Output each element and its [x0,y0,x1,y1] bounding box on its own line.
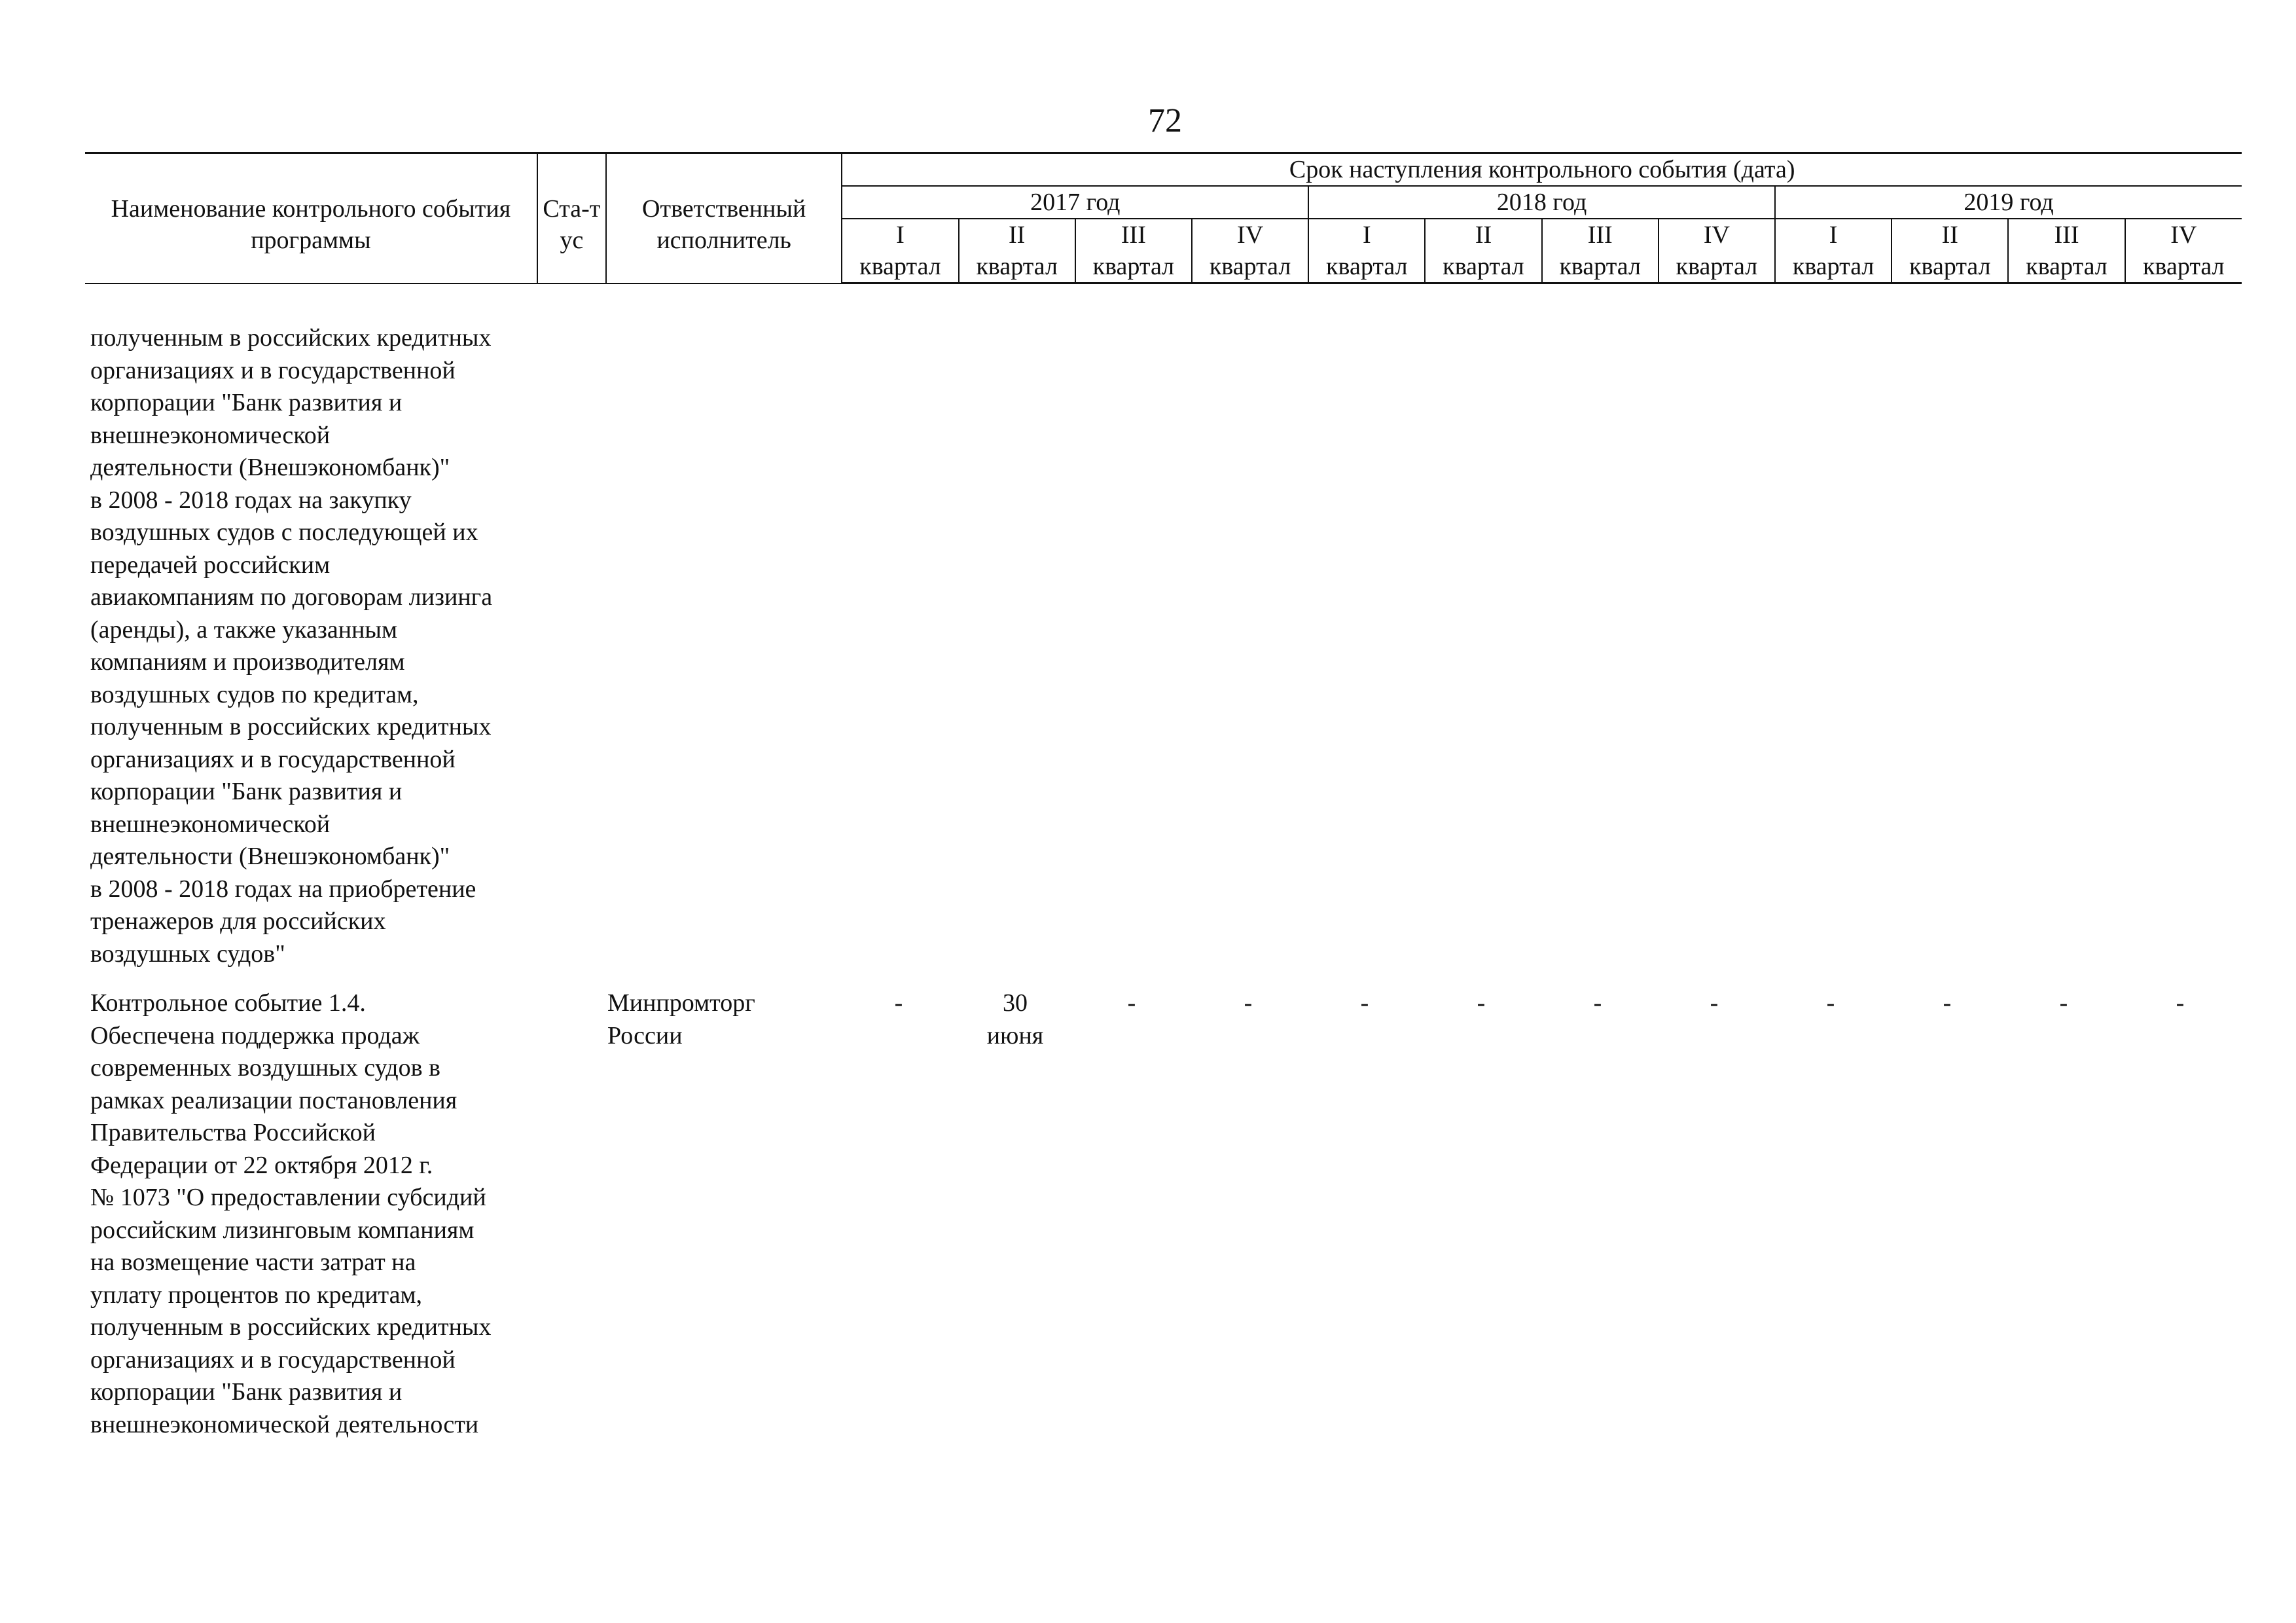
header-year-2019: 2019 год [1775,186,2242,219]
header-executor: Ответственный исполнитель [606,153,842,283]
event-date-2019-q4: - [2176,989,2185,1017]
event-date-2019-q2: - [1943,989,1952,1017]
header-quarter: II квартал [959,219,1075,283]
header-quarter: III квартал [1542,219,1659,283]
header-quarter: IV квартал [2125,219,2242,283]
page-number: 72 [1148,102,1182,139]
header-deadline: Срок наступления контрольного события (дата) [842,153,2242,187]
header-quarter: II квартал [1425,219,1541,283]
event-1-4-executor: Минпромторг России [607,989,755,1049]
header-quarter: IV квартал [1659,219,1775,283]
event-date-2018-q4: - [1710,989,1719,1017]
header-quarter: III квартал [2008,219,2125,283]
header-quarter: III квартал [1075,219,1192,283]
event-date-2018-q3: - [1593,989,1602,1017]
header-quarter: I квартал [842,219,958,283]
header-event-name: Наименование контрольного события программы [85,153,537,283]
schedule-table-header [85,152,2242,284]
event-date-2018-q1: - [1360,989,1369,1017]
event-date-2019-q1: - [1826,989,1835,1017]
event-1-4-name: Контрольное событие 1.4. Обеспечена поддержка продаж современных воздушных судов в рамках реализации постановления Правительства Российской Федерации от 22 октября 2012 г. № 1073 "О предоставлении субсидий российским лизинговым компаниям на возмещение части затрат на уплату процентов по кредитам, полученным в российских кредитных организациях и в государственной корпорации "Банк развития и внешнеэкономической деятельности [90,989,492,1438]
continued-event-text: полученным в российских кредитных организациях и в государственной корпорации "Банк развития и внешнеэкономической деятельности (Внешэкономбанк)" в 2008 - 2018 годах на закупку воздушных судов с последующей их передачей российским авиакомпаниям по договорам лизинга (аренды), а также указанным компаниям и производителям воздушных судов по кредитам, полученным в российских кредитных организациях и в государственной корпорации "Банк развития и внешнеэкономической деятельности (Внешэкономбанк)" в 2008 - 2018 годах на приобретение тренажеров для российских воздушных судов" [90,324,493,968]
header-year-2017: 2017 год [842,186,1308,219]
event-date-2017-q3: - [1127,989,1136,1017]
header-quarter: II квартал [1892,219,2008,283]
header-quarter: I квартал [1775,219,1892,283]
event-date-2017-q1: - [894,989,903,1017]
header-quarter: IV квартал [1192,219,1308,283]
header-year-2018: 2018 год [1308,186,1775,219]
event-date-2017-q2: 30 июня [986,989,1044,1049]
event-date-2018-q2: - [1477,989,1486,1017]
event-date-2017-q4: - [1244,989,1253,1017]
event-date-2019-q3: - [2059,989,2068,1017]
header-status: Ста-тус [537,153,606,283]
header-quarter: I квартал [1308,219,1425,283]
